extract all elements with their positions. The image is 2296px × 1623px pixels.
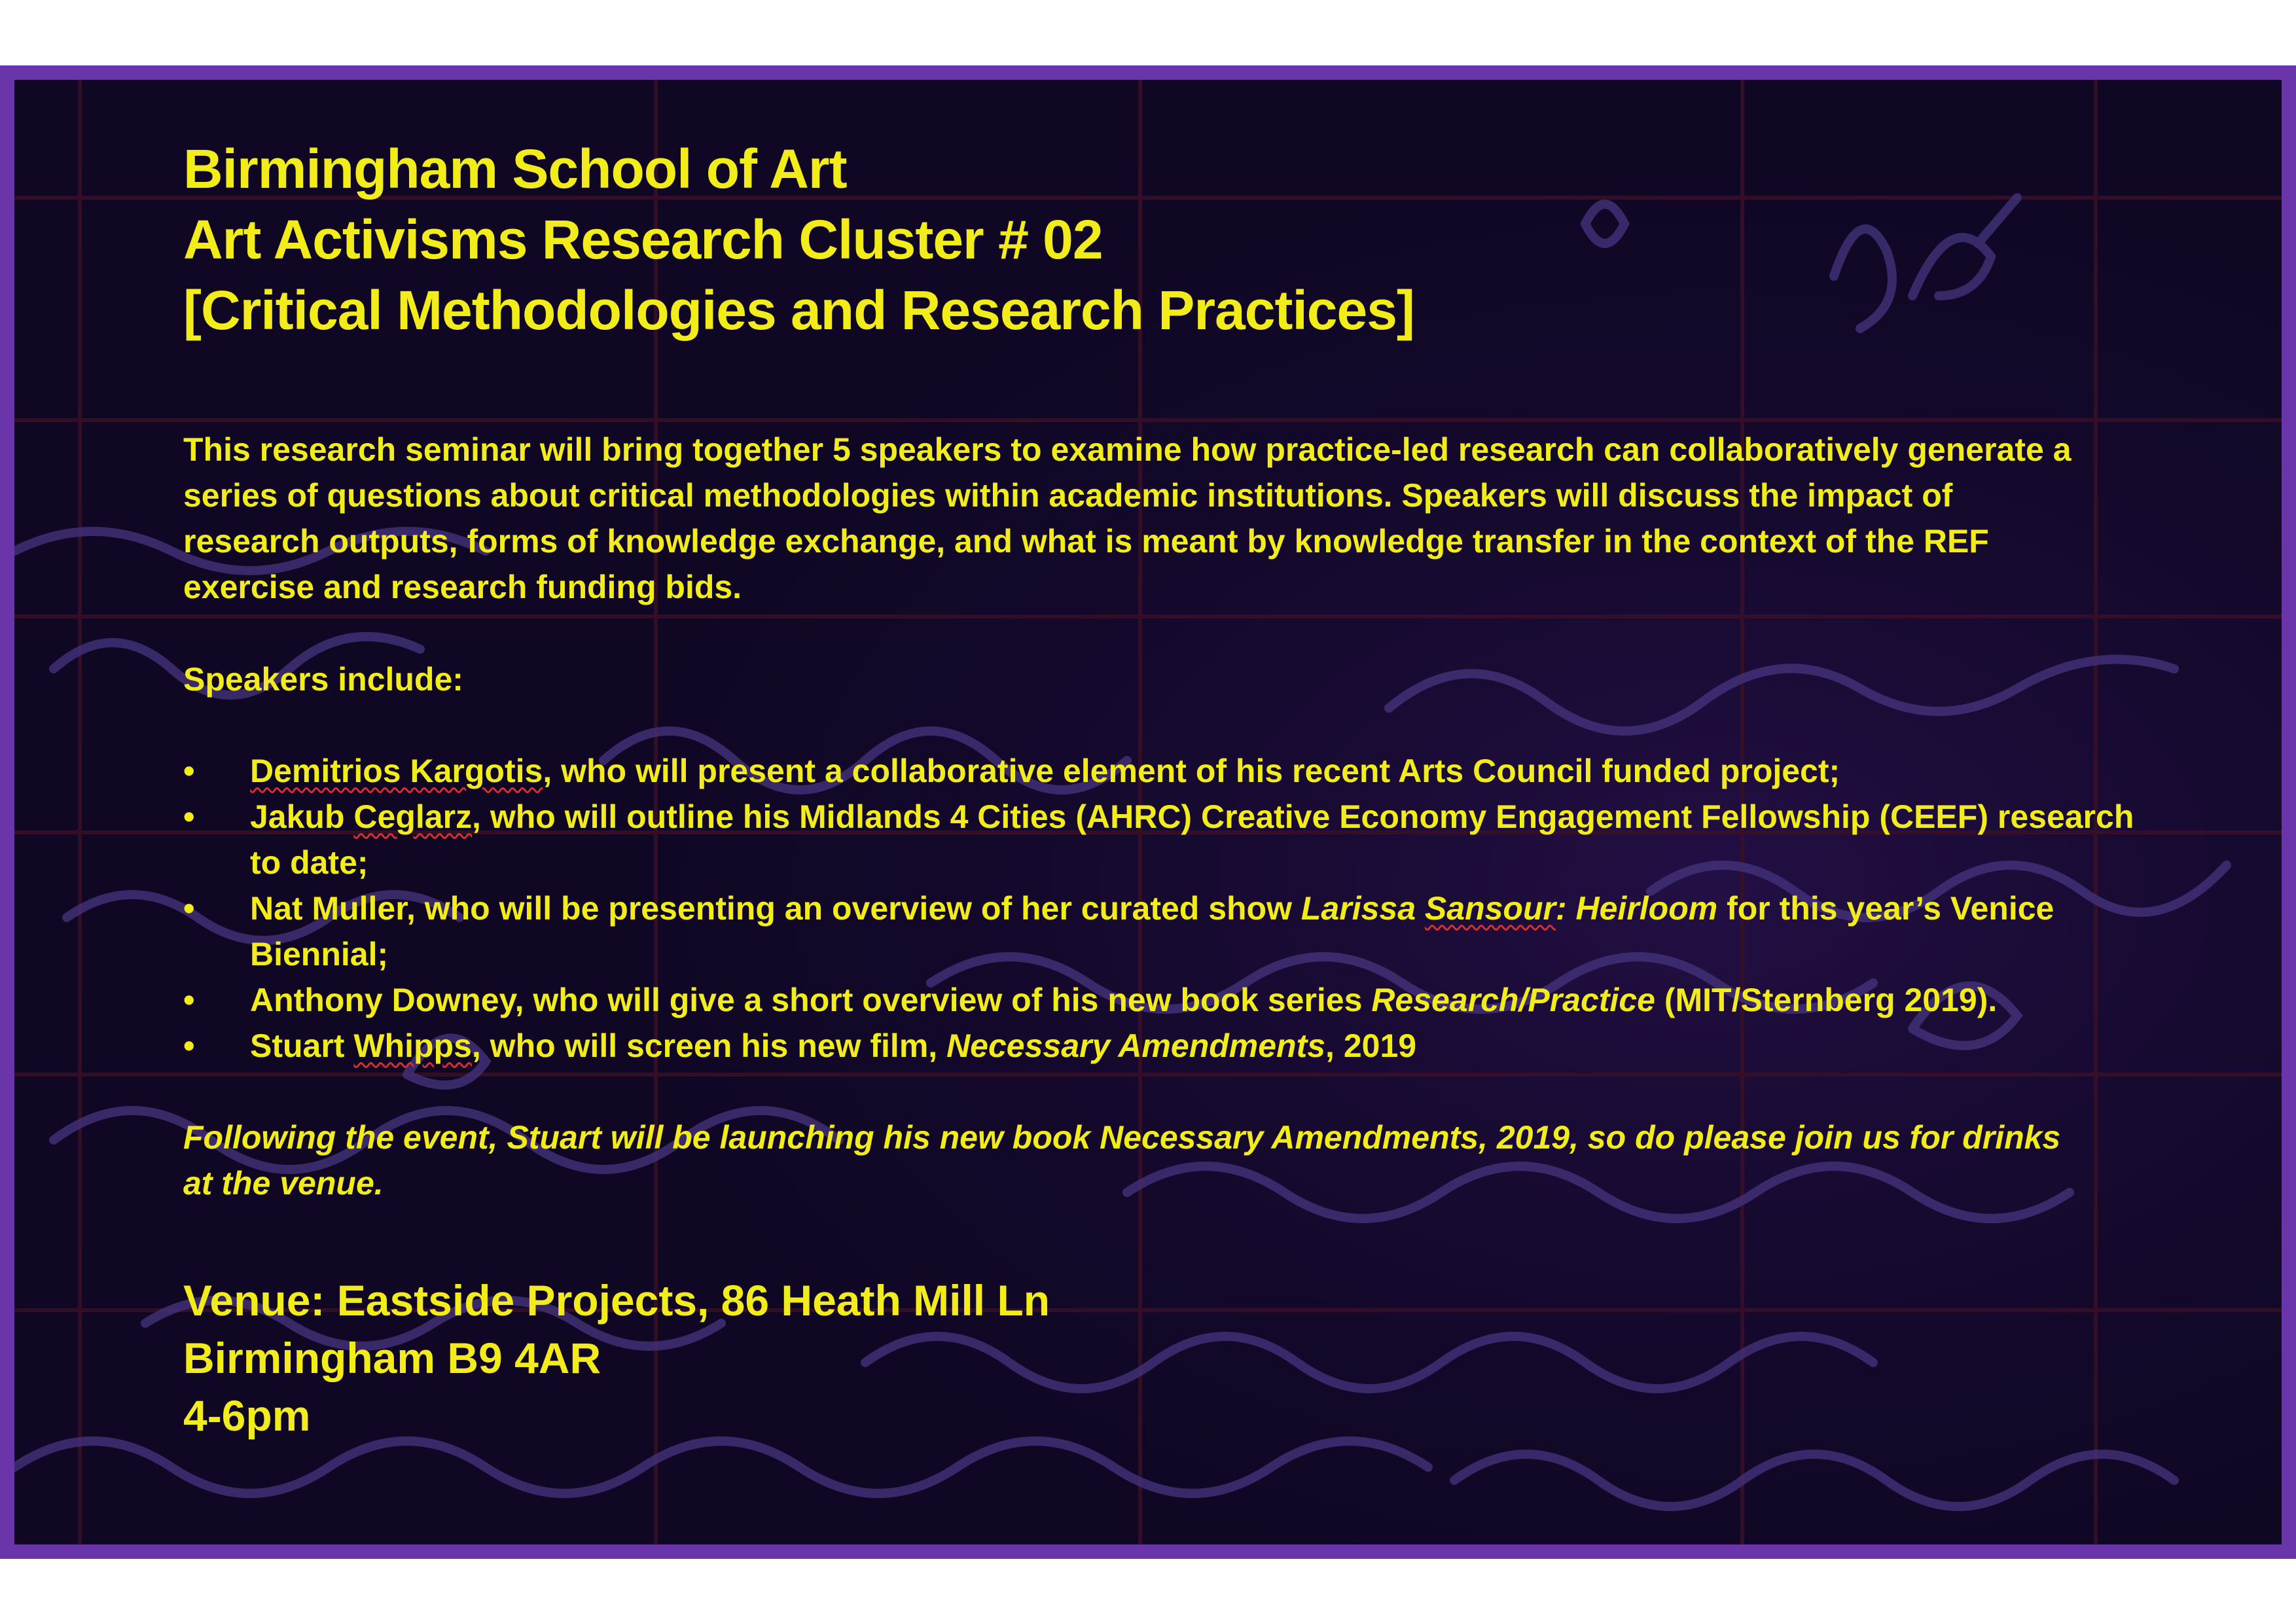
speakers-heading: Speakers include: (183, 661, 463, 698)
venue-city: Birmingham B9 4AR (183, 1334, 601, 1382)
speaker-description: Anthony Downey, who will give a short overview of his new book series (250, 982, 1372, 1018)
speaker-description-end: for this year’s Venice Biennial; (250, 890, 2054, 972)
speaker-description: , who will screen his new film, (471, 1027, 947, 1064)
speaker-last-name: Whipps (353, 1027, 472, 1064)
venue-address: Venue: Eastside Projects, 86 Heath Mill Ln (183, 1276, 1050, 1325)
event-time: 4-6pm (183, 1391, 311, 1440)
speaker-first-name: Jakub (250, 798, 354, 835)
speaker-list (183, 748, 2147, 1069)
speaker-description: Nat Muller, who will be presenting an overview of her curated show (250, 890, 1301, 927)
speaker-description-end: (MIT/Sternberg 2019). (1655, 982, 1998, 1018)
speaker-name: Demitrios Kargotis (250, 753, 543, 789)
speaker-description-end: , 2019 (1325, 1027, 1417, 1064)
cluster-title: Art Activisms Research Cluster # 02 (183, 209, 1103, 270)
film-title: Necessary Amendments (946, 1027, 1326, 1064)
school-name: Birmingham School of Art (183, 138, 847, 200)
bullet-icon: • (183, 890, 195, 927)
speaker-item-whipps (183, 1023, 2135, 1069)
show-title-surname: Sansour (1424, 890, 1556, 927)
cluster-subtitle: [Critical Methodologies and Research Practices] (183, 279, 1414, 341)
speaker-item-kargotis (183, 748, 2135, 794)
speaker-item-ceglarz (183, 794, 2135, 885)
show-title-first: Larissa (1300, 890, 1425, 927)
book-launch-note: Following the event, Stuart will be launching his new book Necessary Amendments, 2019, so do please join us for drinks at the venue. (183, 1119, 2061, 1202)
speaker-first-name: Stuart (250, 1027, 354, 1064)
speaker-item-downey (183, 977, 2135, 1023)
speaker-item-muller (183, 885, 2135, 977)
show-title-rest: : Heirloom (1555, 890, 1718, 927)
venue-block (183, 1272, 2147, 1444)
bullet-icon: • (183, 1027, 195, 1064)
speaker-description: , who will outline his Midlands 4 Cities (AHRC) Creative Economy Engagement Fellowship (CEEF) research to date; (250, 798, 2134, 881)
bullet-icon: • (183, 982, 195, 1018)
flyer-content (183, 134, 2147, 1444)
speaker-description: , who will present a collaborative element of his recent Arts Council funded project; (543, 753, 1840, 789)
bullet-icon: • (183, 798, 195, 835)
event-flyer (0, 65, 2296, 1559)
book-series-title: Research/Practice (1371, 982, 1655, 1018)
speaker-last-name: Ceglarz (353, 798, 473, 835)
intro-paragraph: This research seminar will bring together 5 speakers to examine how practice-led research can collaboratively generate a series of questions about critical methodologies within academic institutions. Speakers will discuss the impact of research outputs, forms of knowledge exchange, and what is meant by knowledge transfer in the context of the REF exercise and research funding bids. (183, 431, 2072, 605)
bullet-icon: • (183, 753, 195, 789)
title-block (183, 134, 2147, 346)
